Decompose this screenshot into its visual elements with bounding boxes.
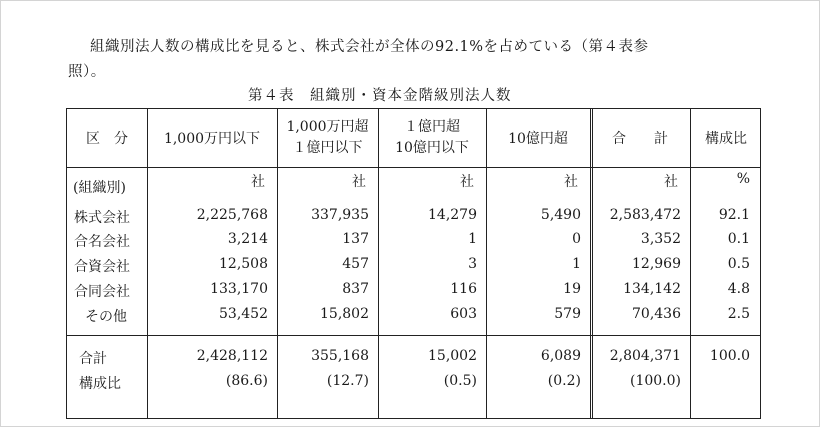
ratio-cell: (0.5) <box>443 373 477 389</box>
table-cell: 12,969 <box>632 256 681 272</box>
unit-label: 社 <box>664 174 678 190</box>
header-cell: 10億円超 <box>508 131 568 147</box>
total-cell: 2,804,371 <box>609 348 681 364</box>
row-label: その他 <box>85 309 127 325</box>
header-cell-line2: 10億円以下 <box>395 140 469 156</box>
table-cell: 4.8 <box>727 281 750 297</box>
unit-label: % <box>736 171 750 187</box>
table-cell: 603 <box>450 306 477 322</box>
table-cell: 3,214 <box>227 231 268 247</box>
corporations-table <box>66 108 761 419</box>
table-cell: 137 <box>342 231 369 247</box>
total-cell: 100.0 <box>709 348 750 364</box>
table-cell: 1 <box>468 231 477 247</box>
header-cell: 区 分 <box>86 131 128 147</box>
table-cell: 1 <box>572 256 581 272</box>
header-divider <box>67 167 760 168</box>
table-cell: 5,490 <box>540 207 581 223</box>
table-cell: 3 <box>468 256 477 272</box>
total-cell: 15,002 <box>428 348 477 364</box>
table-cell: 0.1 <box>727 231 750 247</box>
header-cell: 構成比 <box>705 131 747 147</box>
intro-paragraph: 組織別法人数の構成比を見ると、株式会社が全体の92.1%を占めている（第４表参 <box>90 39 649 55</box>
unit-label: 社 <box>564 174 578 190</box>
row-label: 合資会社 <box>74 259 130 275</box>
table-cell: 12,508 <box>219 256 268 272</box>
table-cell: 3,352 <box>640 231 681 247</box>
table-cell: 837 <box>342 281 369 297</box>
table-cell: 337,935 <box>311 207 369 223</box>
total-cell: 6,089 <box>540 348 581 364</box>
table-cell: 134,142 <box>623 281 681 297</box>
header-cell: 合 計 <box>612 131 668 147</box>
table-cell: 2.5 <box>727 306 750 322</box>
header-cell: １億円超 <box>404 119 460 135</box>
ratio-label: 構成比 <box>79 376 121 392</box>
row-label: 合同会社 <box>74 284 130 300</box>
unit-label: 社 <box>352 174 366 190</box>
unit-label: 社 <box>460 174 474 190</box>
ratio-cell: (12.7) <box>326 373 369 389</box>
header-cell: 1,000万円超 <box>286 119 369 135</box>
total-label: 合計 <box>79 351 107 367</box>
header-cell-line2: １億円以下 <box>292 140 363 156</box>
total-cell: 2,428,112 <box>196 348 268 364</box>
table-cell: 19 <box>563 281 581 297</box>
row-label: 株式会社 <box>74 210 130 226</box>
table-cell: 116 <box>450 281 477 297</box>
table-caption: 第４表 組織別・資本金階級別法人数 <box>248 88 512 104</box>
total-divider <box>67 335 760 336</box>
ratio-cell: (86.6) <box>225 373 268 389</box>
table-cell: 579 <box>554 306 581 322</box>
row-label: 合名会社 <box>74 234 130 250</box>
ratio-cell: (100.0) <box>629 373 681 389</box>
table-cell: 2,225,768 <box>196 207 268 223</box>
table-cell: 70,436 <box>632 306 681 322</box>
table-cell: 2,583,472 <box>609 207 681 223</box>
intro-paragraph-continuation: 照）。 <box>68 64 106 80</box>
unit-label: 社 <box>251 174 265 190</box>
table-cell: 92.1 <box>718 207 750 223</box>
table-cell: 0 <box>572 231 581 247</box>
table-cell: 457 <box>342 256 369 272</box>
total-cell: 355,168 <box>311 348 369 364</box>
category-label: (組織別) <box>73 180 126 196</box>
table-cell: 0.5 <box>727 256 750 272</box>
table-cell: 53,452 <box>219 306 268 322</box>
table-cell: 133,170 <box>210 281 268 297</box>
header-cell: 1,000万円以下 <box>163 131 261 147</box>
ratio-cell: (0.2) <box>547 373 581 389</box>
table-cell: 14,279 <box>428 207 477 223</box>
table-cell: 15,802 <box>320 306 369 322</box>
